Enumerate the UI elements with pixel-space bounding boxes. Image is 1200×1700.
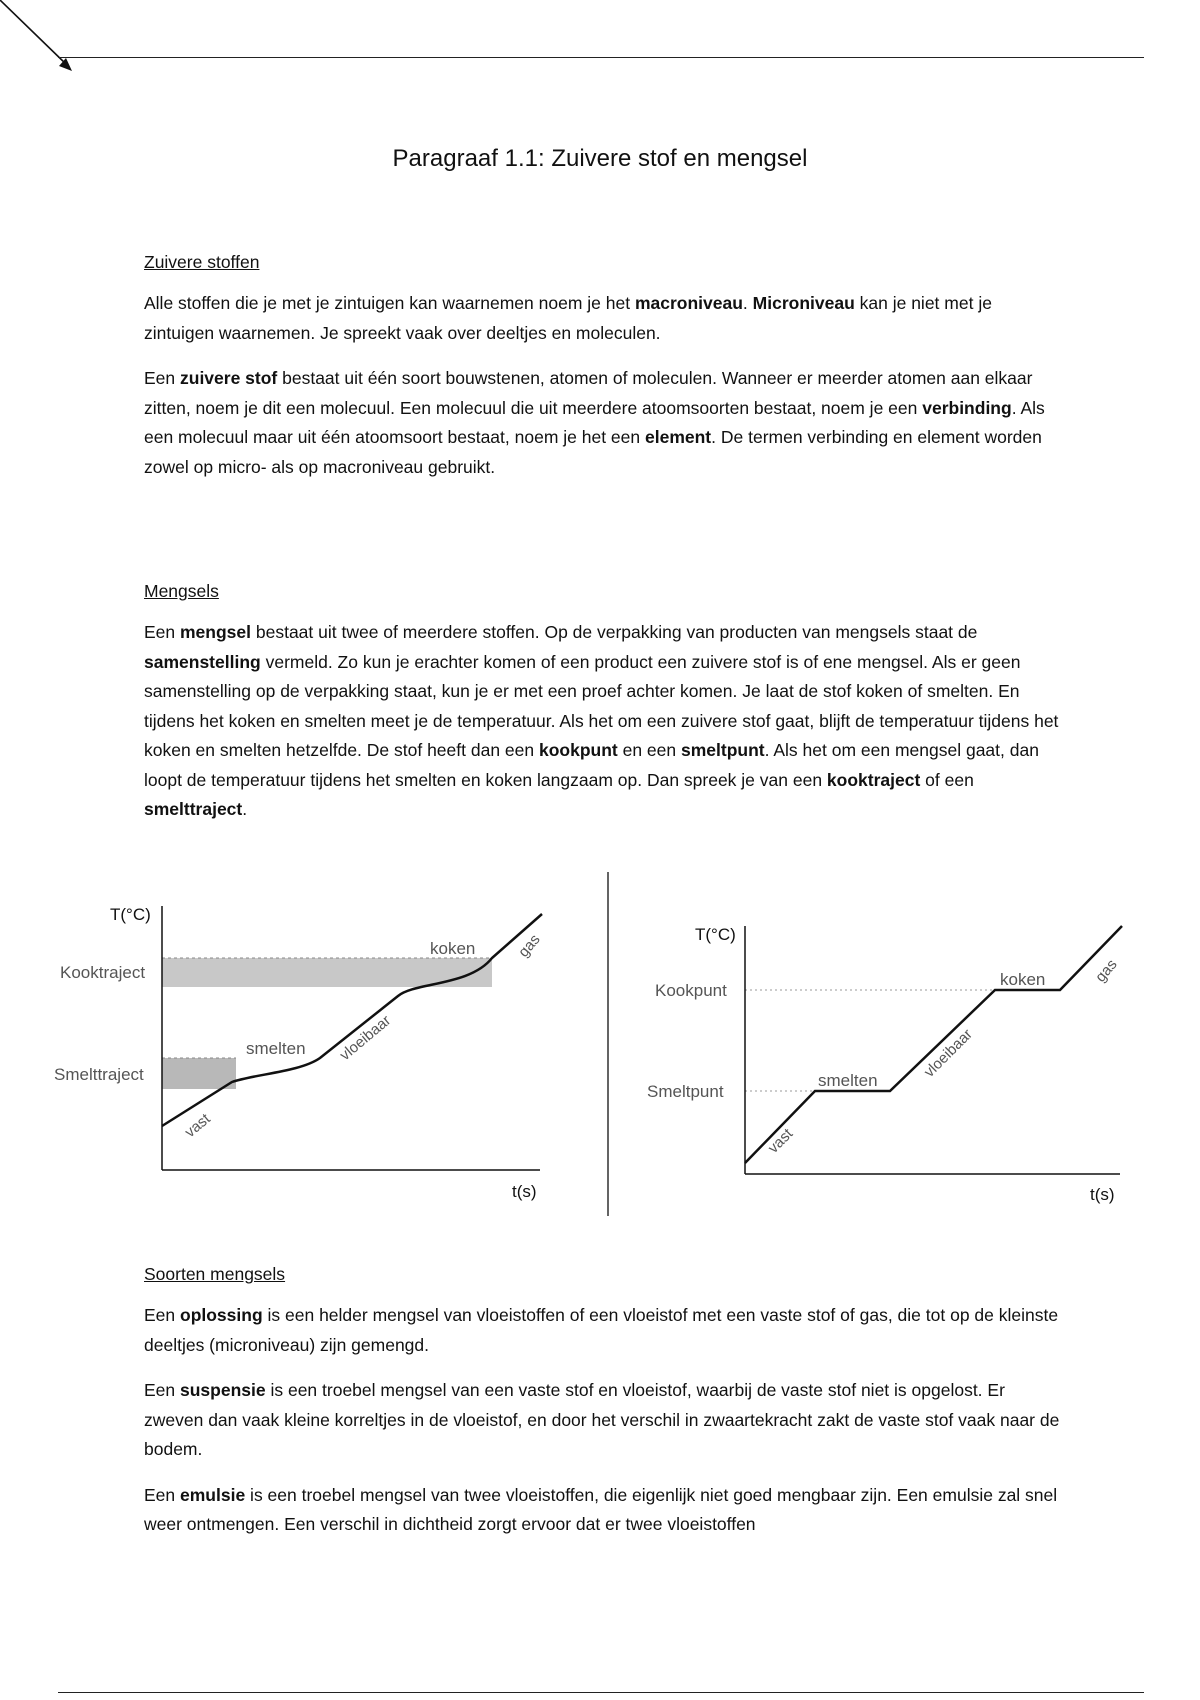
x-axis-label: t(s) [1090, 1185, 1115, 1204]
heating-curves-figure [0, 868, 1200, 1228]
temperature-curve [162, 914, 542, 1126]
term-kookpunt: kookpunt [538, 740, 618, 760]
paragraph: Een oplossing is een helder mengsel van vloeistoffen of een vloeistof met een vaste stof of gas, die tot op de kleinste deeltjes (microniveau) zijn gemengd. [144, 1305, 1059, 1355]
band-label-smelttraject: Smelttraject [54, 1065, 144, 1084]
level-label-kookpunt: Kookpunt [655, 981, 727, 1000]
term-zuivere-stof: zuivere stof [180, 368, 278, 388]
term-smelttraject: smelttraject [144, 799, 243, 819]
corner-arrow-icon [0, 0, 90, 90]
band-label-kooktraject: Kooktraject [60, 963, 146, 982]
paragraph: Een mengsel bestaat uit twee of meerdere stoffen. Op de verpakking van producten van mengsels staat de samenstelling vermeld. Zo kun je erachter komen of een product een zuivere stof is of ene mengsel. Als er geen samenstelling op de verpakking staat, kun je er met een proef achter komen. Je laat de stof koken of smelten. En tijdens het koken en smelten meet je de temperatuur. Als het om een zuivere stof gaat, blijft de temperatuur tijdens het koken en smelten hetzelfde. De stof heeft dan een kookpunt en een smeltpunt. Als het om een mengsel gaat, dan loopt de temperatuur tijdens het smelten en koken langzaam op. Dan spreek je van een kooktraject of een smelttraject. [144, 622, 1059, 819]
footer-rule [58, 1692, 1144, 1693]
paragraph: Een suspensie is een troebel mengsel van een vaste stof en vloeistof, waarbij de vaste stof niet is opgelost. Er zweven dan vaak kleine korreltjes in de vloeistof, en door het verschil in zwaartekracht zakt de vaste stof vaak naar de bodem. [144, 1380, 1060, 1459]
section-mengsels [144, 581, 1064, 841]
term-oplossing: oplossing [180, 1305, 263, 1325]
section-heading: Mengsels [144, 581, 219, 601]
segment-label-koken: koken [1000, 970, 1046, 989]
paragraph: Alle stoffen die je met je zintuigen kan waarnemen noem je het macroniveau. Microniveau kan je niet met je zintuigen waarnemen. Je spreekt vaak over deeltjes en moleculen. [144, 293, 992, 343]
segment-label-gas: gas [1092, 956, 1121, 986]
paragraph: Een zuivere stof bestaat uit één soort bouwstenen, atomen of moleculen. Wanneer er meerder atomen aan elkaar zitten, noem je dit een molecuul. Een molecuul die uit meerdere atoomsoorten bestaat, noem je een verbinding. Als een molecuul maar uit één atoomsoort bestaat, noem je het een element. De termen verbinding en element worden zowel op micro- als op macroniveau gebruikt. [144, 368, 1045, 477]
header-rule [58, 57, 1144, 58]
y-axis-label: T(°C) [110, 905, 151, 924]
term-samenstelling: samenstelling [144, 651, 261, 672]
term-element: element [645, 427, 712, 447]
heating-curve-pure-substance [647, 925, 1122, 1204]
paragraph: Een emulsie is een troebel mengsel van twee vloeistoffen, die eigenlijk niet goed mengbaar zijn. Een emulsie zal snel weer ontmengen. Een verschil in dichtheid zorgt ervoor dat er twee vloeistoffen [144, 1484, 1058, 1534]
heating-curve-mixture [54, 905, 544, 1201]
x-axis-label: t(s) [512, 1182, 537, 1201]
segment-label-smelten: smelten [818, 1071, 878, 1090]
temperature-curve [745, 926, 1122, 1163]
section-heading: Soorten mengsels [144, 1264, 286, 1284]
segment-label-smelten: smelten [246, 1039, 306, 1058]
term-smeltpunt: smeltpunt [680, 740, 765, 760]
term-verbinding: verbinding [922, 397, 1012, 418]
term-suspensie: suspensie [180, 1380, 266, 1400]
term-microniveau: Microniveau [752, 293, 855, 313]
section-heading: Zuivere stoffen [144, 252, 260, 272]
segment-label-gas: gas [515, 931, 544, 961]
section-soorten-mengsels [144, 1264, 1064, 1556]
term-macroniveau: macroniveau [634, 293, 743, 313]
term-emulsie: emulsie [180, 1484, 246, 1505]
segment-label-vloeibaar: vloeibaar [920, 1025, 976, 1081]
y-axis-label: T(°C) [695, 925, 736, 944]
page-title: Paragraaf 1.1: Zuivere stof en mengsel [392, 145, 808, 172]
segment-label-vloeibaar: vloeibaar [336, 1011, 395, 1065]
segment-label-vast: vast [764, 1125, 797, 1157]
segment-label-vast: vast [181, 1110, 214, 1142]
smelttraject-band [162, 1058, 236, 1089]
level-label-smeltpunt: Smeltpunt [647, 1082, 724, 1101]
section-zuivere-stoffen [144, 252, 1064, 498]
term-mengsel: mengsel [180, 622, 251, 642]
term-kooktraject: kooktraject [826, 769, 921, 790]
segment-label-koken: koken [430, 939, 476, 958]
